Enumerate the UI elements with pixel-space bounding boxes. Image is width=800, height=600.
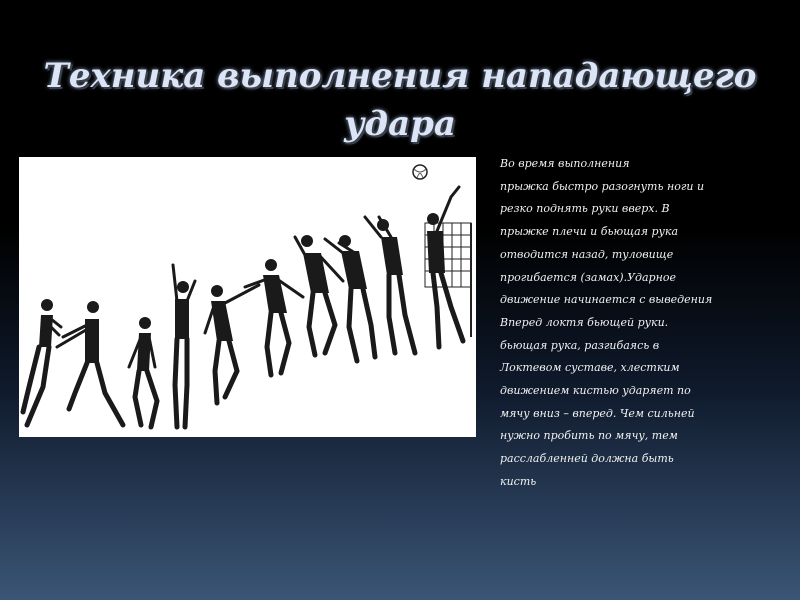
slide-title-line-2: удара bbox=[344, 104, 456, 144]
description-line: кисть bbox=[500, 474, 537, 488]
description-line: резко поднять руки вверх. В bbox=[500, 202, 670, 216]
description-line: Локтевом суставе, хлестким bbox=[500, 361, 680, 375]
description-line: прыжка быстро разогнуть ноги и bbox=[500, 179, 705, 193]
description-line: расслабленней должна быть bbox=[500, 452, 674, 466]
description-line: мячу вниз – вперед. Чем сильней bbox=[500, 406, 695, 420]
slide-title bbox=[0, 52, 800, 148]
player-figure bbox=[173, 265, 195, 427]
description-line: прыжке плечи и бьющая рука bbox=[500, 225, 679, 239]
player-figure bbox=[427, 187, 463, 347]
attack-sequence-illustration bbox=[19, 157, 476, 437]
description-line: Вперед локтя бьющей руки. bbox=[500, 315, 669, 329]
description-line: прогибается (замах).Ударное bbox=[500, 270, 676, 284]
player-figure bbox=[57, 301, 123, 425]
slide-title-line-1: Техника выполнения нападающего bbox=[43, 56, 757, 96]
description-line: нужно пробить по мячу, тем bbox=[500, 429, 678, 443]
description-line: движение начинается с выведения bbox=[500, 293, 713, 307]
technique-description bbox=[500, 153, 755, 494]
player-figure bbox=[129, 317, 157, 427]
description-line: бьющая рука, разгибаясь в bbox=[500, 338, 660, 352]
description-line: Во время выполнения bbox=[500, 157, 630, 170]
description-line: отводится назад, туловище bbox=[500, 247, 674, 261]
description-line: движением кистью ударяет по bbox=[500, 384, 691, 398]
player-figure bbox=[205, 285, 259, 403]
player-figure bbox=[325, 235, 375, 361]
player-figure bbox=[23, 299, 61, 425]
player-figure bbox=[245, 259, 303, 375]
